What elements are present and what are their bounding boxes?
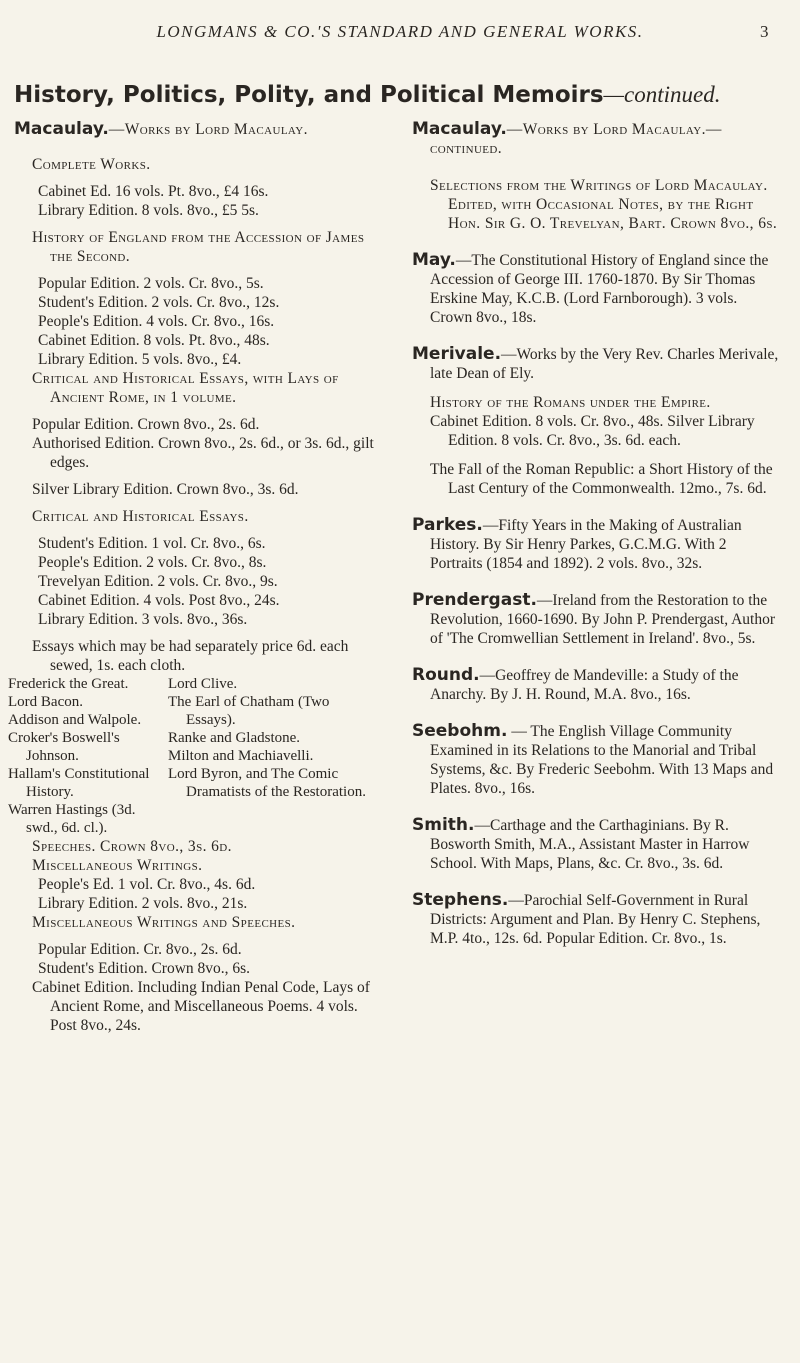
author-name: Stephens. [412, 890, 509, 910]
running-head [0, 22, 800, 42]
catalog-subentry [412, 412, 782, 450]
page-number: 3 [760, 22, 770, 41]
critical-item: Popular Edition. Crown 8vo., 2s. 6d. [32, 416, 260, 433]
entry-text: —Parochial Self-Government in Rural Districts: Argument and Plan. By Henry C. Stephens, M.P. 4to., 12s. 6d. Popular Edition. Cr. 8vo., 1s. [430, 892, 761, 947]
critical-item: Authorised Edition. Crown 8vo., 2s. 6d., or 3s. 6d., gilt edges. [32, 435, 374, 471]
critical-essays-lays-heading: Critical and Historical Essays, with Lays of Ancient Rome, in 1 volume. [32, 370, 339, 406]
entry-text: History of the Romans under the Empire. [430, 394, 711, 411]
critical-essays-heading: Critical and Historical Essays. [32, 508, 249, 525]
misc-writings-heading: Miscellaneous Writings. [32, 857, 203, 874]
left-column [8, 119, 382, 1035]
catalog-subentry [412, 460, 782, 498]
history-item: Cabinet Edition. 8 vols. Pt. 8vo., 48s. [38, 332, 270, 349]
essay-title: Warren Hastings (3d. swd., 6d. cl.). [8, 802, 136, 836]
entry-text: —Fifty Years in the Making of Australian History. By Sir Henry Parkes, G.C.M.G. With 2 Portraits (1854 and 1892). 2 vols. 8vo., 32s. [430, 517, 742, 572]
author-name: Smith. [412, 815, 475, 835]
history-of-england-heading: History of England from the Accession of James the Second. [32, 229, 365, 265]
catalog-entry [412, 666, 782, 704]
section-title-continued: —continued. [603, 82, 721, 107]
critical2-item: Trevelyan Edition. 2 vols. Cr. 8vo., 9s. [38, 573, 278, 590]
history-item: Popular Edition. 2 vols. Cr. 8vo., 5s. [38, 275, 264, 292]
entry-text: —The Constitutional History of England since the Accession of George III. 1760-1870. By Sir Thomas Erskine May, K.C.B. (Lord Farnborough). 3 vols. Crown 8vo., 18s. [430, 252, 769, 326]
misc-speeches-heading: Miscellaneous Writings and Speeches. [32, 914, 296, 931]
essay-title: Hallam's Constitutional History. [8, 766, 150, 800]
misc-speeches-item: Popular Edition. Cr. 8vo., 2s. 6d. [38, 941, 242, 958]
catalog-entry [412, 120, 782, 158]
section-title [14, 82, 800, 108]
author-description: —Works by Lord Macaulay. [108, 121, 308, 138]
entry-text: —Carthage and the Carthaginians. By R. Bosworth Smith, M.A., Assistant Master in Harrow School. With Maps, Plans, &c. Cr. 8vo., 3s. 6d. [430, 817, 750, 872]
complete-works-heading: Complete Works. [32, 156, 151, 173]
critical2-item: Library Edition. 3 vols. 8vo., 36s. [38, 611, 248, 628]
entry-text: —Works by the Very Rev. Charles Merivale, late Dean of Ely. [430, 346, 779, 382]
entry-text: The Fall of the Roman Republic: a Short History of the Last Century of the Commonwealth. 12mo., 7s. 6d. [430, 461, 773, 497]
entry-text: — The English Village Community Examined in its Relations to the Manorial and Tribal Systems, &c. By Frederic Seebohm. With 13 Maps and Plates. 8vo., 16s. [430, 723, 774, 797]
misc-speeches-item: Student's Edition. Crown 8vo., 6s. [38, 960, 251, 977]
essay-title: Lord Bacon. [8, 694, 83, 710]
complete-works-cabinet: Cabinet Ed. 16 vols. Pt. 8vo., £4 16s. [38, 183, 269, 200]
critical2-item: People's Edition. 2 vols. Cr. 8vo., 8s. [38, 554, 267, 571]
misc-item: Library Edition. 2 vols. 8vo., 21s. [38, 895, 248, 912]
critical2-item: Student's Edition. 1 vol. Cr. 8vo., 6s. [38, 535, 266, 552]
essays-list [8, 675, 382, 837]
author-name: May. [412, 250, 456, 270]
entry-text: —Geoffrey de Mandeville: a Study of the Anarchy. By J. H. Round, M.A. 8vo., 16s. [430, 667, 739, 703]
entry-text: —Works by Lord Macaulay.—continued. [430, 121, 722, 157]
catalog-entry [412, 891, 782, 948]
running-head-title: LONGMANS & CO.'S STANDARD AND GENERAL WORKS. [156, 22, 644, 41]
history-item: People's Edition. 4 vols. Cr. 8vo., 16s. [38, 313, 275, 330]
misc-item: People's Ed. 1 vol. Cr. 8vo., 4s. 6d. [38, 876, 256, 893]
essays-note: Essays which may be had separately price 6d. each sewed, 1s. each cloth. [32, 638, 349, 674]
catalog-entry [412, 591, 782, 648]
right-column [412, 120, 782, 966]
author-name: Parkes. [412, 515, 483, 535]
author-name: Round. [412, 665, 480, 685]
essay-title: Lord Clive. [168, 676, 238, 692]
critical-item: Silver Library Edition. Crown 8vo., 3s. 6d. [32, 481, 299, 498]
essay-title: Frederick the Great. [8, 676, 129, 692]
catalog-entry [412, 251, 782, 327]
macaulay-entry-heading [14, 120, 382, 139]
history-item: Student's Edition. 2 vols. Cr. 8vo., 12s. [38, 294, 280, 311]
misc-speeches-item: Cabinet Edition. Including Indian Penal Code, Lays of Ancient Rome, and Miscellaneous Poems. 4 vols. Post 8vo., 24s. [32, 979, 370, 1034]
history-item: Library Edition. 5 vols. 8vo., £4. [38, 351, 242, 368]
catalog-entry [412, 722, 782, 798]
entry-text: Selections from the Writings of Lord Macaulay. Edited, with Occasional Notes, by the Right Hon. Sir G. O. Trevelyan, Bart. Crown 8vo., 6s. [430, 177, 778, 232]
complete-works-library: Library Edition. 8 vols. 8vo., £5 5s. [38, 202, 259, 219]
critical2-item: Cabinet Edition. 4 vols. Post 8vo., 24s. [38, 592, 280, 609]
catalog-entry [412, 345, 782, 383]
author-name: Macaulay. [14, 119, 109, 139]
essay-title: Croker's Boswell's Johnson. [8, 730, 120, 764]
essay-title: Addison and Walpole. [8, 712, 142, 728]
entry-text: —Ireland from the Restoration to the Revolution, 1660-1690. By John P. Prendergast, Author of 'The Cromwellian Settlement in Ireland'. 8vo., 5s. [430, 592, 776, 647]
author-name: Seebohm. [412, 721, 508, 741]
catalog-entry [412, 516, 782, 573]
author-name: Prendergast. [412, 590, 537, 610]
author-name: Macaulay. [412, 119, 507, 139]
catalog-subentry [412, 393, 782, 412]
essay-title: Lord Byron, and The Comic Dramatists of the Restoration. [168, 766, 366, 800]
essay-title: Milton and Machiavelli. [168, 748, 314, 764]
author-name: Merivale. [412, 344, 502, 364]
essay-title: The Earl of Chatham (Two Essays). [168, 694, 330, 728]
essay-title: Ranke and Gladstone. [168, 730, 301, 746]
catalog-entry [412, 176, 782, 233]
speeches-line: Speeches. Crown 8vo., 3s. 6d. [32, 838, 232, 855]
entry-text: Cabinet Edition. 8 vols. Cr. 8vo., 48s. Silver Library Edition. 8 vols. Cr. 8vo., 3s. 6d. each. [430, 413, 755, 449]
section-title-text: History, Politics, Polity, and Political Memoirs [14, 82, 604, 108]
catalog-entry [412, 816, 782, 873]
